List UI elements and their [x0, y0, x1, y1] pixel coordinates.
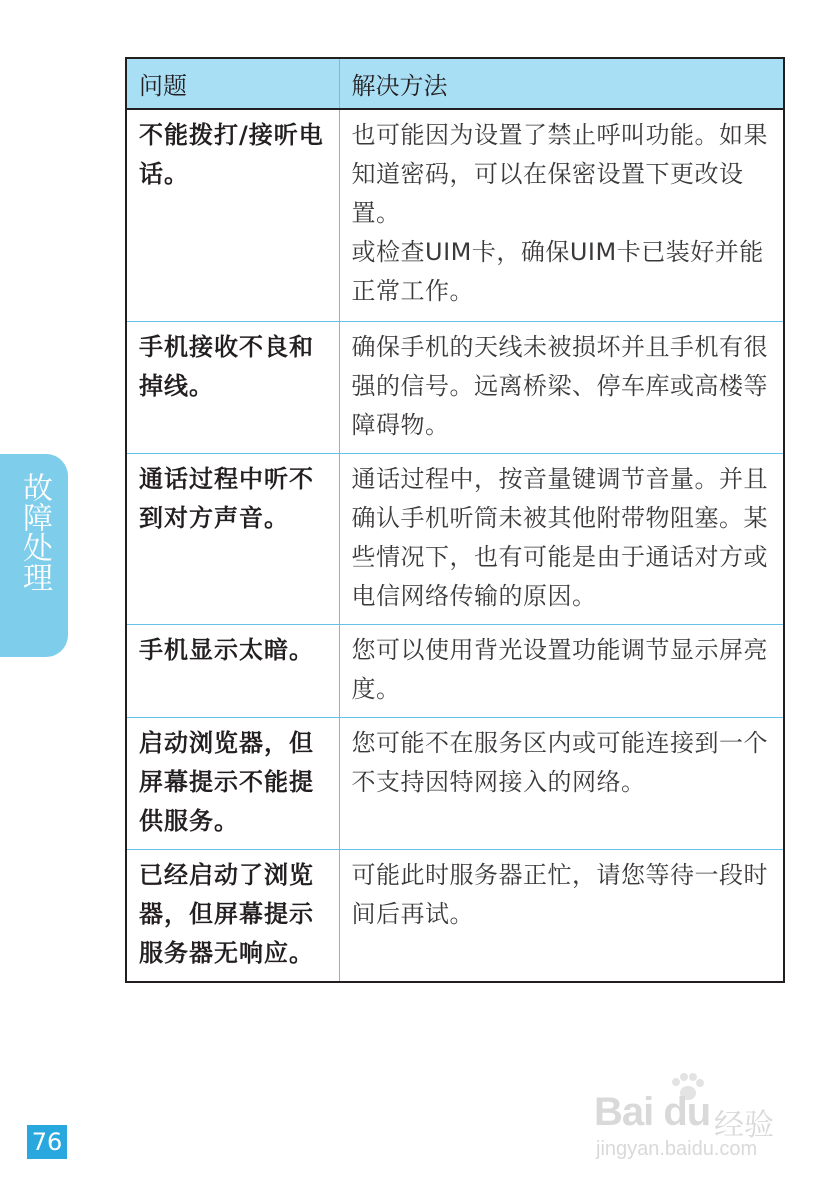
problem-cell: 手机显示太暗。	[126, 624, 339, 717]
page-number: 76	[27, 1125, 67, 1159]
solution-text: 通话过程中，按音量键调节音量。并且确认手机听筒未被其他附带物阻塞。某些情况下，也有可能是由于通话对方或电信网络传输的原因。	[351, 464, 768, 610]
problem-cell: 不能拨打/接听电话。	[126, 109, 339, 321]
problem-cell: 已经启动了浏览器，但屏幕提示服务器无响应。	[126, 849, 339, 982]
header-problem: 问题	[126, 58, 339, 109]
solution-cell	[339, 453, 784, 624]
section-tab	[0, 454, 68, 657]
solution-cell	[339, 109, 784, 321]
solution-text: 也可能因为设置了禁止呼叫功能。如果知道密码，可以在保密设置下更改设置。	[351, 121, 768, 227]
watermark-brand: Bai du	[594, 1090, 711, 1134]
watermark-url: jingyan.baidu.com	[596, 1138, 758, 1160]
solution-cell	[339, 624, 784, 717]
solution-cell	[339, 321, 784, 453]
baidu-jingyan-watermark	[594, 1082, 794, 1162]
solution-text: 或检查UIM卡，确保UIM卡已装好并能正常工作。	[351, 238, 764, 305]
table-row	[126, 321, 784, 453]
table-row	[126, 109, 784, 321]
table-row	[126, 717, 784, 849]
solution-text: 确保手机的天线未被损坏并且手机有很强的信号。远离桥梁、停车库或高楼等障碍物。	[351, 332, 768, 439]
solution-text: 可能此时服务器正忙，请您等待一段时间后再试。	[351, 860, 768, 928]
solution-text: 您可能不在服务区内或可能连接到一个不支持因特网接入的网络。	[351, 728, 768, 796]
table-row	[126, 453, 784, 624]
problem-cell: 手机接收不良和掉线。	[126, 321, 339, 453]
problem-cell: 启动浏览器，但屏幕提示不能提供服务。	[126, 717, 339, 849]
troubleshooting-table	[125, 57, 785, 983]
section-tab-label: 故障处理	[17, 472, 52, 592]
solution-cell	[339, 849, 784, 982]
table-header-row	[126, 58, 784, 109]
solution-text: 您可以使用背光设置功能调节显示屏亮度。	[351, 635, 768, 703]
solution-cell	[339, 717, 784, 849]
table-row	[126, 849, 784, 982]
problem-cell: 通话过程中听不到对方声音。	[126, 453, 339, 624]
table-row	[126, 624, 784, 717]
watermark-brand-cn: 经验	[714, 1109, 774, 1142]
header-solution: 解决方法	[339, 58, 784, 109]
